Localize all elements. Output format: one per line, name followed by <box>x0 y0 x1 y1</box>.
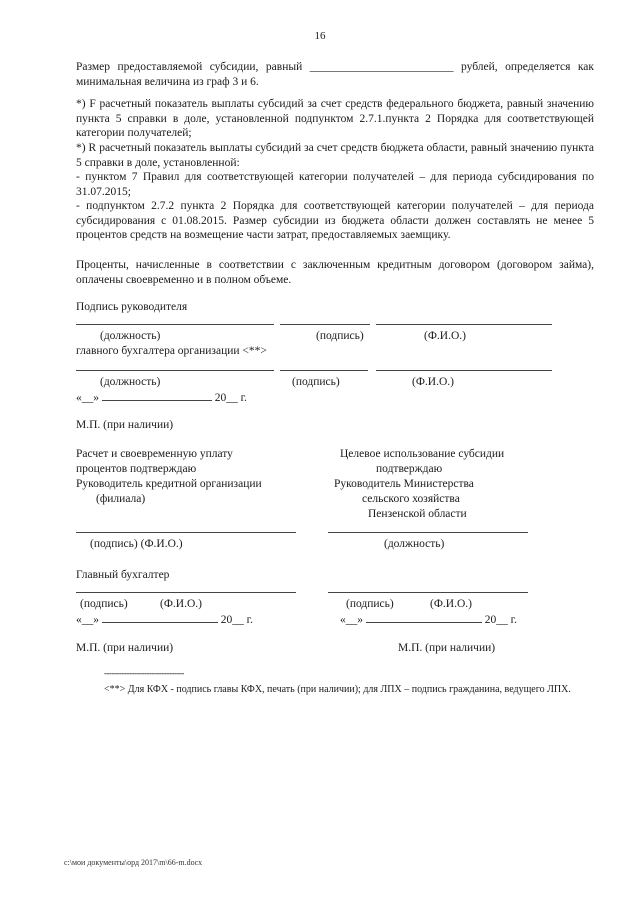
right-block-line-5: Пензенской области <box>368 508 467 520</box>
paragraph-subsidy-amount: Размер предоставляемой субсидии, равный _________________________ рублей, определяется как минимальная величина из граф 3 и 6. <box>76 61 594 88</box>
stamp-label-3: М.П. (при наличии) <box>398 642 496 654</box>
left-block-line-1: Расчет и своевременную уплату <box>76 448 233 460</box>
footnote-text: <**> Для КФХ - подпись главы КФХ, печать (при наличии); для ЛПХ – подпись гражданина, ведущего ЛПХ. <box>104 684 571 695</box>
date-year: 20__ г. <box>220 614 253 626</box>
page-number: 16 <box>314 30 326 42</box>
file-path: c:\мои документы\орд 2017\m\66-m.docx <box>64 858 203 867</box>
accountant-fio-line <box>376 370 552 371</box>
stamp-label-1: М.П. (при наличии) <box>76 419 174 431</box>
date-month-line <box>102 611 218 623</box>
accountant-position-label: (должность) <box>100 376 161 388</box>
date-day: «__» <box>340 614 363 626</box>
right-block-line-2: подтверждаю <box>376 463 443 475</box>
date-day: «__» <box>76 392 99 404</box>
footnote-separator: -------------------------------- <box>104 668 184 678</box>
minister-position-label: (должность) <box>384 538 445 550</box>
chief-accountant-org-title: главного бухгалтера организации <**> <box>76 345 267 357</box>
date-year: 20__ г. <box>214 392 247 404</box>
left-block-line-3: Руководитель кредитной организации <box>76 478 262 490</box>
accountant-signature-line <box>280 370 368 371</box>
left-block-line-4: (филиала) <box>96 493 146 505</box>
left-block-line-2: процентов подтверждаю <box>76 463 197 475</box>
paragraph-r-indicator: *) R расчетный показатель выплаты субсидий за счет средств бюджета области, равный значению пункта 5 справки в доле, установленной: <box>76 142 594 169</box>
date-month-line <box>366 611 482 623</box>
head-signature-title: Подпись руководителя <box>76 301 188 313</box>
right-block-line-3: Руководитель Министерства <box>334 478 474 490</box>
paragraph-interest-paid: Проценты, начисленные в соответствии с заключенным кредитным договором (договором займа), оплачены своевременно и в полном объеме. <box>76 259 594 286</box>
right-block-line-1: Целевое использование субсидии <box>340 448 505 460</box>
date-month-line <box>102 389 212 401</box>
head-position-line <box>76 324 274 325</box>
stamp-label-2: М.П. (при наличии) <box>76 642 174 654</box>
date-field-3 <box>340 611 517 627</box>
paragraph-rules-point7: - пунктом 7 Правил для соответствующей категории получателей – для периода субсидирования по 31.07.2015; <box>76 171 594 198</box>
head-signature-label: (подпись) <box>316 330 364 342</box>
head-fio-label: (Ф.И.О.) <box>424 330 466 342</box>
paragraph-subpoint-272: - подпунктом 2.7.2 пункта 2 Порядка для соответствующей категории получателей – для периода субсидирования с 01.08.2015. Размер субсидии из бюджета области должен составлять не менее 5 процентов средств на возмещение части затрат, предоставляемых заемщику. <box>76 200 594 242</box>
chief-accountant-signature-label: (подпись) <box>80 598 128 610</box>
head-signature-line <box>280 324 370 325</box>
bank-head-sign-fio-label: (подпись) (Ф.И.О.) <box>90 538 183 550</box>
accountant-fio-label: (Ф.И.О.) <box>412 376 454 388</box>
accountant-position-line <box>76 370 274 371</box>
chief-accountant-fio-label: (Ф.И.О.) <box>160 598 202 610</box>
minister-sign-line <box>328 532 528 533</box>
bank-head-sign-line <box>76 532 296 533</box>
chief-accountant-title: Главный бухгалтер <box>76 569 170 581</box>
date-year: 20__ г. <box>484 614 517 626</box>
ministry-fio-label: (Ф.И.О.) <box>430 598 472 610</box>
paragraph-f-indicator: *) F расчетный показатель выплаты субсидий за счет средств федерального бюджета, равный значению пункта 5 справки в доле, установленной подпунктом 2.7.1.пункта 2 Порядка для соответствующей категории получателей; <box>76 98 594 140</box>
accountant-signature-label: (подпись) <box>292 376 340 388</box>
right-block-line-4: сельского хозяйства <box>362 493 460 505</box>
head-position-label: (должность) <box>100 330 161 342</box>
head-fio-line <box>376 324 552 325</box>
ministry-sign-line <box>328 592 528 593</box>
date-field-1 <box>76 389 247 405</box>
ministry-signature-label: (подпись) <box>346 598 394 610</box>
chief-accountant-sign-line <box>76 592 296 593</box>
date-day: «__» <box>76 614 99 626</box>
date-field-2 <box>76 611 253 627</box>
